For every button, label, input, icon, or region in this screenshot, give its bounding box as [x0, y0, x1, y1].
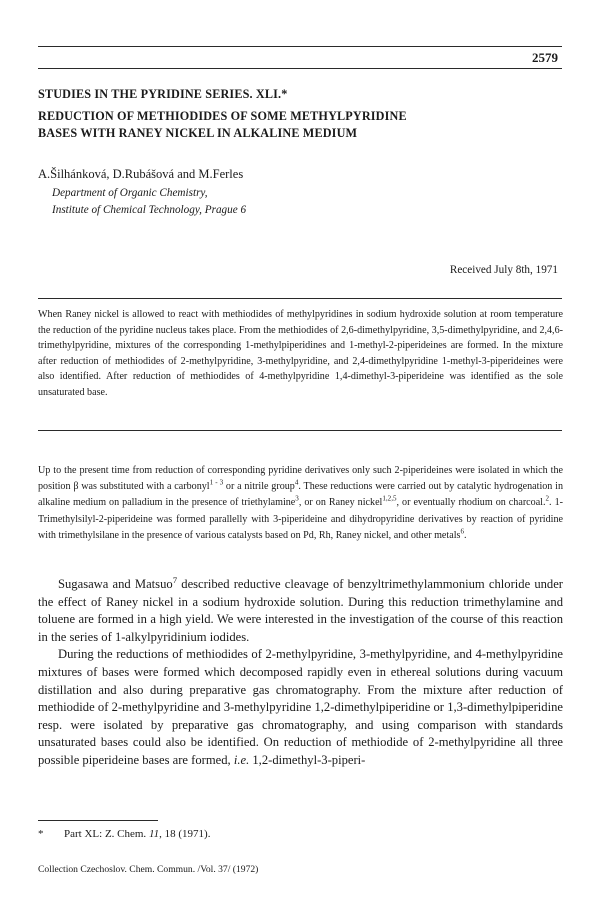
footnote-rest: , 18 (1971). [159, 828, 211, 840]
affiliation-line1: Department of Organic Chemistry, [52, 187, 208, 199]
footnote-text: Part XL: Z. Chem. [64, 828, 149, 840]
header-rule [38, 46, 562, 47]
journal-footer: Collection Czechoslov. Chem. Commun. /Vol. 37/ (1972) [38, 864, 259, 875]
intro-text-4: , or on Raney nickel [298, 497, 383, 509]
series-title: STUDIES IN THE PYRIDINE SERIES. XLI.* [38, 87, 288, 101]
body-paragraph-2 [38, 646, 563, 769]
abstract: When Raney nickel is allowed to react with methiodides of methylpyridines in sodium hydroxide solution at room temperature the reduction of the pyridine nucleus takes place. From the methiodides of 2,6-dimethylpyridine, 3,5-dimethylpyridine, and 2,4,6-trimethylpyridine, mixtures of the corresponding 1-methylpiperidines and 1-methyl-2-piperideines are formed. In the mixture after reduction of methiodides of 2-methylpyridine, 3-methylpyridine, and 2,4-dimethylpyridine 1-methyl-3-piperideines were also identified. After reduction of methiodides of 4-methylpyridine 1,4-dimethyl-3-piperideine was identified as the sole unsaturated base. [38, 309, 563, 398]
footnote-volume: 11 [148, 828, 160, 840]
introduction-paragraph [38, 463, 563, 544]
abstract-rule-bottom [38, 430, 562, 431]
page-number: 2579 [532, 50, 558, 65]
body-text-2b: 1,2-dimethyl-3-piperi- [249, 752, 366, 767]
header-rule-bottom [38, 68, 562, 69]
abstract-rule-top [38, 298, 562, 299]
intro-text-2: or a nitrile group [223, 481, 295, 493]
intro-text-1: Up to the present time from reduction of corresponding pyridine derivatives only such 2-piperideines were isolated in which the position β was substituted with a carbonyl [38, 465, 563, 493]
citation-ref: 3 [295, 495, 299, 504]
footnote-rule [38, 820, 158, 821]
citation-ref: 7 [172, 574, 178, 585]
received-date: Received July 8th, 1971 [449, 264, 558, 276]
body-paragraph-1 [38, 576, 563, 646]
authors: A.Šilhánková, D.Rubášová and M.Ferles [38, 167, 244, 181]
body-text-1b: described reductive cleavage of benzyltrimethylammonium chloride under the effect of Raney nickel in a sodium hydroxide solution. During this reduction trimethylamine and toluene are formed in a high yield. We were interested in the investigation of the course of this reaction in the series of 1-alkylpyridinium iodides. [38, 577, 564, 644]
footnote-mark: * [38, 828, 44, 840]
body-text-2-ie: i.e. [233, 752, 250, 767]
citation-ref: 1 - 3 [209, 478, 224, 487]
citation-ref: 6 [460, 527, 464, 536]
intro-text-6: . 1-Trimethylsilyl-2-piperideine was formed parallelly with 3-piperideine and dihydropyridine derivatives by reaction of pyridine with trimethylsilane in the presence of various catalysts based on Pd, Rh, Raney nickel, and other metals [38, 497, 563, 541]
citation-ref: 2 [545, 495, 550, 504]
footnote [38, 828, 210, 840]
body-text [38, 576, 563, 770]
citation-ref: 4 [294, 478, 299, 487]
affiliation-line2: Institute of Chemical Technology, Prague 6 [52, 204, 247, 216]
citation-ref: 1,2,5 [382, 495, 397, 504]
body-text-2a: During the reductions of methiodides of 2-methylpyridine, 3-methylpyridine, and 4-methylpyridine mixtures of bases were formed which decomposed rapidly even in ethereal solutions during vacuum distillation and also during preparative gas chromatography. From the mixture after reduction of methiodide of 2-methylpyridine and 3-methylpyridine 1,2-dimethylpiperidine or 1,3-dimethylpiperidine resp. were isolated by preparative gas chromatography, and using comparison with standards unsaturated bases could also be identified. On reduction of methiodide of 2-methylpyridine all three possible piperideine bases are formed, [38, 647, 563, 767]
article-title-line2: BASES WITH RANEY NICKEL IN ALKALINE MEDIUM [38, 126, 358, 140]
intro-text-5: , or eventually rhodium on charcoal. [396, 497, 546, 509]
intro-text-7: . [463, 529, 467, 541]
body-text-1a: Sugasawa and Matsuo [58, 577, 173, 591]
article-title-line1: REDUCTION OF METHIODIDES OF SOME METHYLPYRIDINE [38, 109, 407, 123]
intro-text-3: . These reductions were carried out by catalytic hydrogenation in alkaline medium on palladium in the presence of triethylamine [38, 481, 563, 509]
